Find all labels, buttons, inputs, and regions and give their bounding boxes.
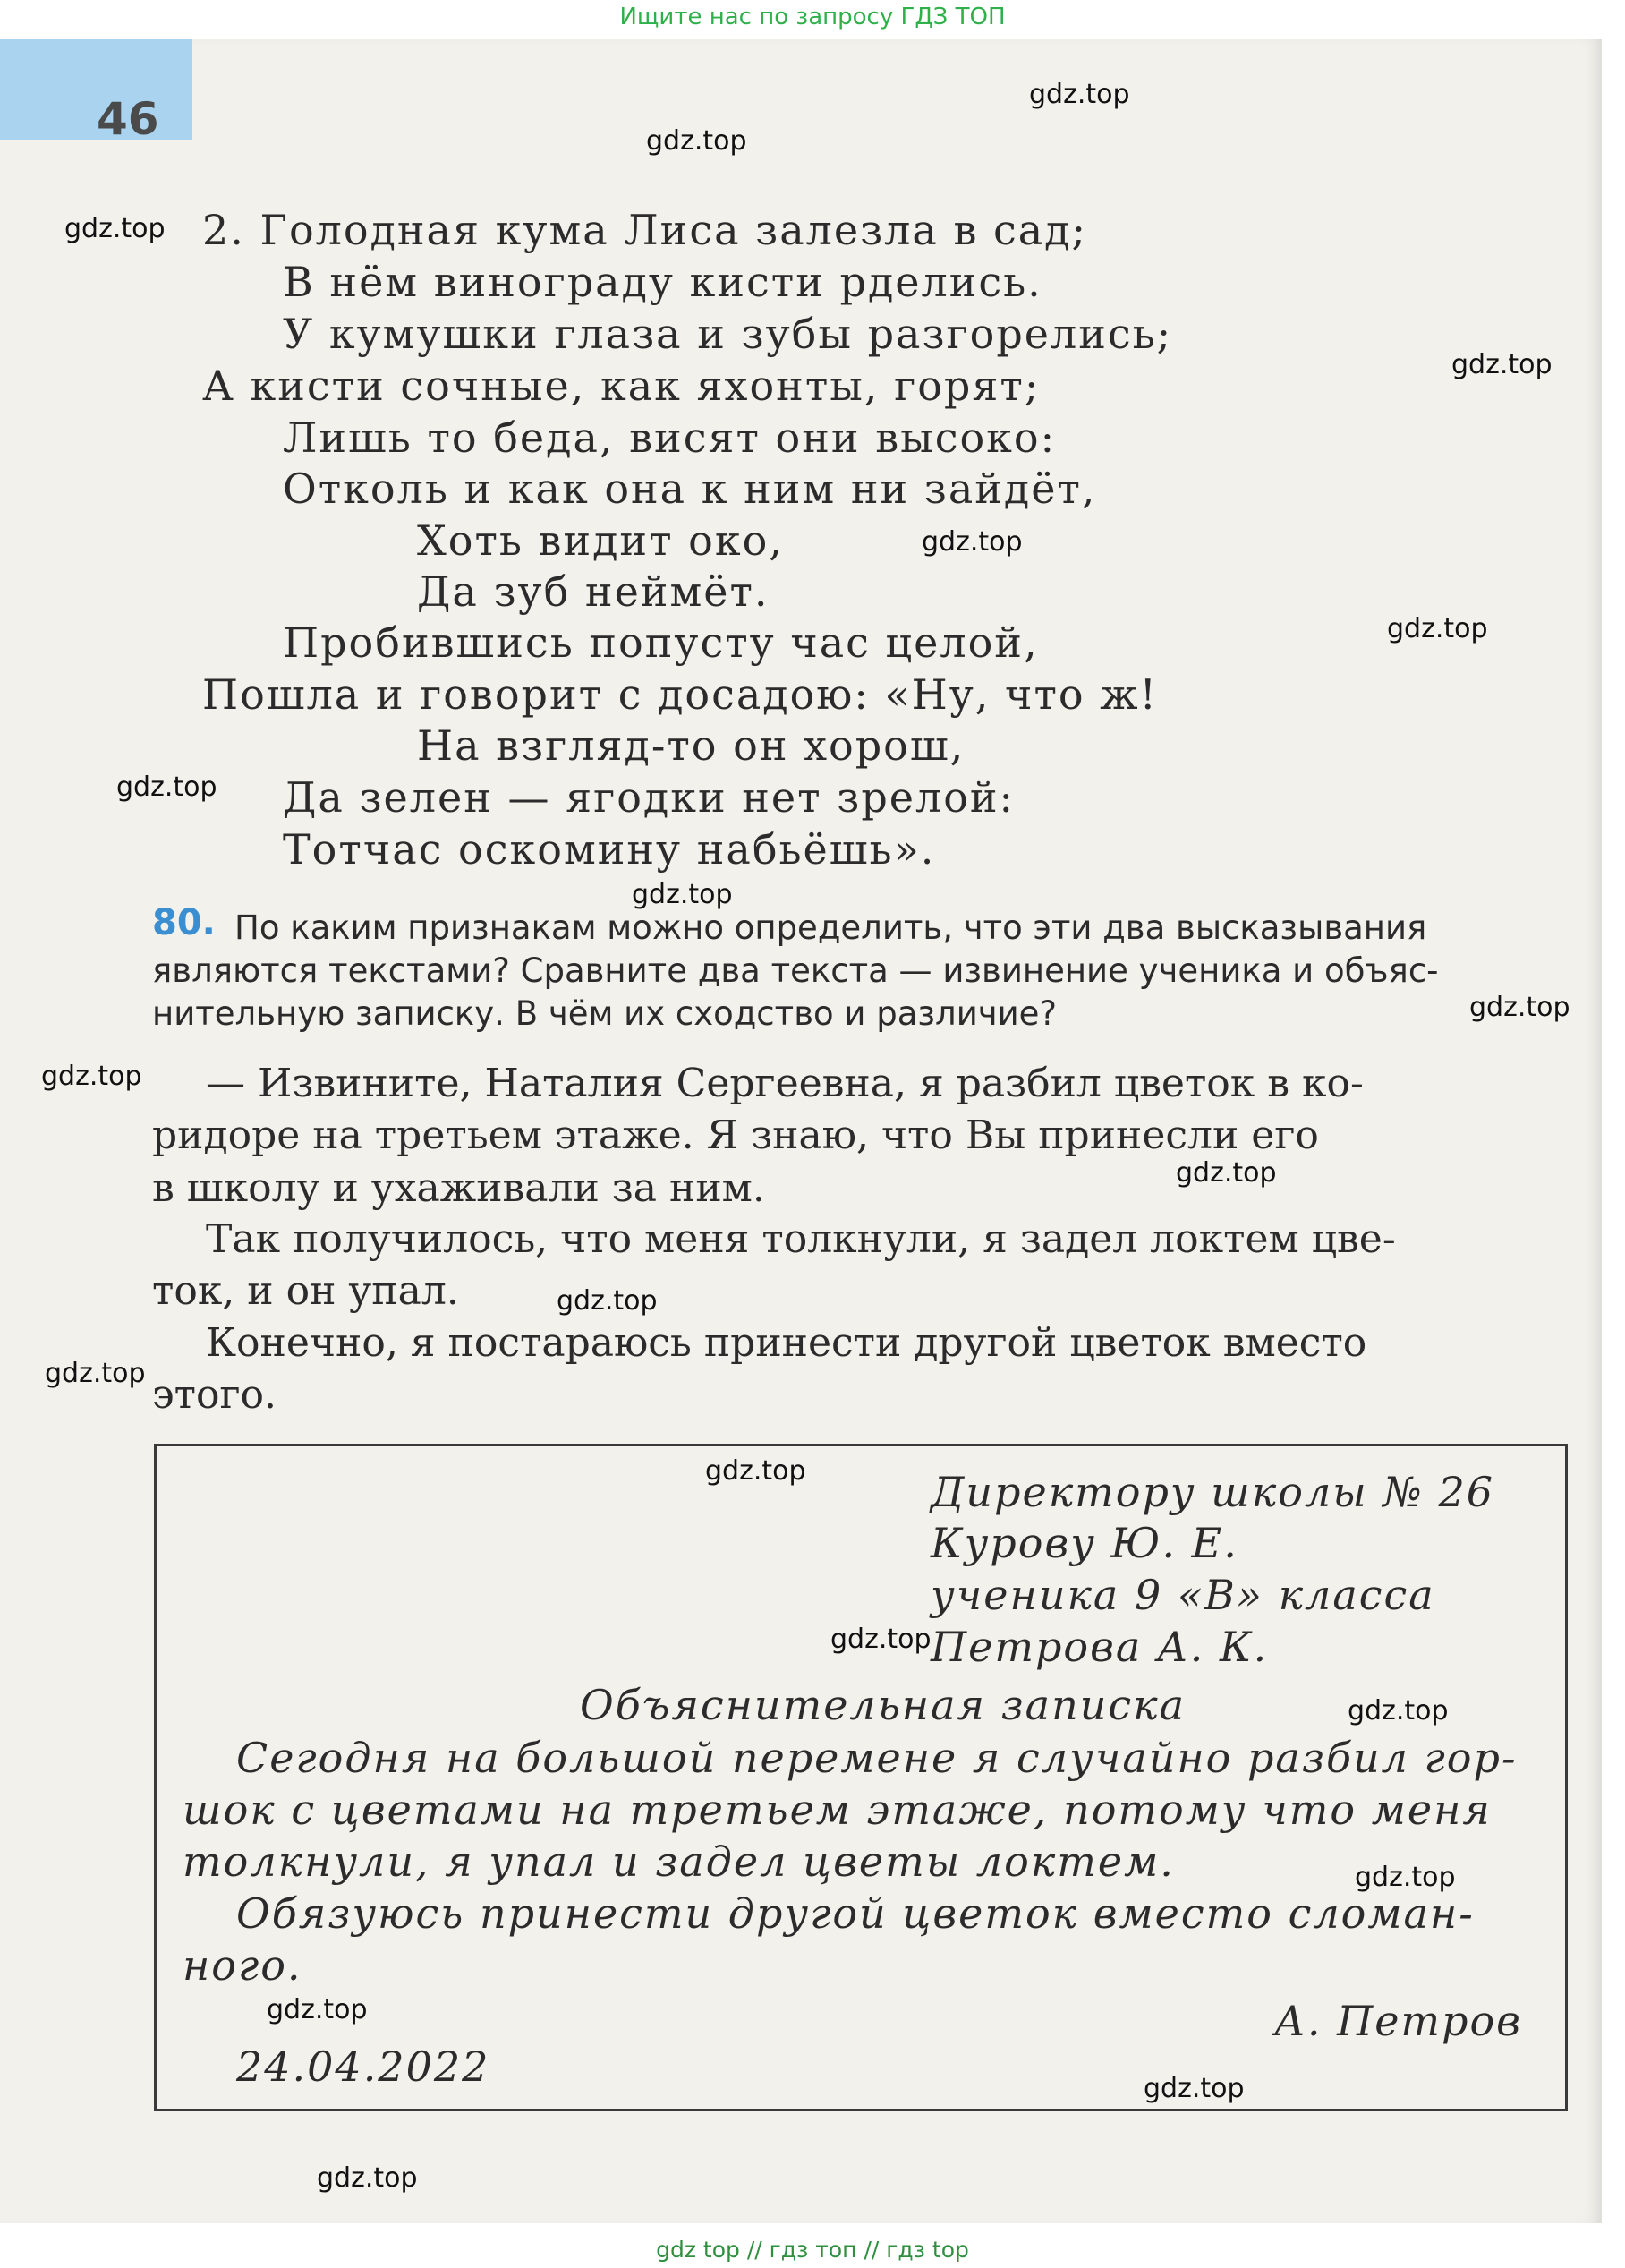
watermark: gdz.top bbox=[317, 2162, 418, 2194]
note-body-line: толкнули, я упал и задел цветы локтем. bbox=[183, 1837, 1175, 1886]
watermark: gdz.top bbox=[45, 1358, 146, 1389]
watermark: gdz.top bbox=[1029, 79, 1130, 110]
top-banner[interactable]: Ищите нас по запросу ГДЗ ТОП bbox=[619, 4, 1006, 30]
note-body-line: Обязуюсь принести другой цветок вместо сломан- bbox=[236, 1889, 1475, 1938]
note-addressee-line: ученика 9 «В» класса bbox=[931, 1571, 1435, 1619]
note-addressee-line: Директору школы № 26 bbox=[931, 1468, 1495, 1516]
watermark: gdz.top bbox=[1355, 1862, 1456, 1893]
poem-line: Хоть видит око, bbox=[417, 516, 784, 565]
watermark: gdz.top bbox=[267, 1994, 368, 2025]
watermark: gdz.top bbox=[1348, 1695, 1449, 1727]
apology-line: в школу и ухаживали за ним. bbox=[152, 1165, 765, 1211]
apology-line: этого. bbox=[152, 1372, 277, 1418]
task-number: 80. bbox=[152, 902, 216, 943]
poem-line: Пошла и говорит с досадою: «Ну, что ж! bbox=[202, 670, 1159, 719]
apology-line: Конечно, я постараюсь принести другой цветок вместо bbox=[206, 1320, 1367, 1366]
apology-line: Так получилось, что меня толкнули, я задел локтем цве- bbox=[206, 1216, 1396, 1262]
apology-line: — Извините, Наталия Сергеевна, я разбил цветок в ко- bbox=[206, 1061, 1364, 1106]
poem-line: Отколь и как она к ним ни зайдёт, bbox=[283, 465, 1097, 513]
watermark: gdz.top bbox=[64, 213, 166, 244]
task-line: являются текстами? Сравните два текста — извинение ученика и объяс- bbox=[152, 951, 1439, 990]
apology-line: ток, и он упал. bbox=[152, 1268, 459, 1314]
note-body-line: ного. bbox=[183, 1941, 302, 1990]
task-line: По каким признакам можно определить, что эти два высказывания bbox=[234, 908, 1427, 947]
note-addressee-line: Петрова А. К. bbox=[931, 1623, 1269, 1671]
watermark: gdz.top bbox=[116, 772, 217, 803]
watermark: gdz.top bbox=[705, 1455, 806, 1487]
watermark: gdz.top bbox=[830, 1624, 932, 1655]
watermark: gdz.top bbox=[1387, 613, 1488, 644]
note-signature: А. Петров bbox=[1274, 1997, 1522, 2045]
poem-line: Пробившись попусту час целой, bbox=[283, 618, 1039, 667]
watermark: gdz.top bbox=[1451, 349, 1553, 380]
note-date: 24.04.2022 bbox=[236, 2042, 490, 2091]
watermark: gdz.top bbox=[1144, 2073, 1245, 2104]
watermark: gdz.top bbox=[557, 1285, 658, 1317]
watermark: gdz.top bbox=[646, 125, 747, 157]
poem-line: У кумушки глаза и зубы разгорелись; bbox=[283, 310, 1173, 358]
watermark: gdz.top bbox=[1469, 992, 1570, 1023]
poem-line: Да зуб неймёт. bbox=[417, 567, 770, 616]
watermark: gdz.top bbox=[922, 526, 1023, 558]
poem-line: На взгляд-то он хорош, bbox=[417, 721, 966, 770]
note-title: Объяснительная записка bbox=[580, 1681, 1186, 1729]
watermark: gdz.top bbox=[1176, 1157, 1277, 1189]
poem-line: Тотчас оскомину набьёшь». bbox=[283, 825, 936, 874]
poem-line: А кисти сочные, как яхонты, горят; bbox=[202, 362, 1041, 410]
apology-line: ридоре на третьем этаже. Я знаю, что Вы принесли его bbox=[152, 1113, 1319, 1158]
poem-line: В нём винограду кисти рделись. bbox=[283, 258, 1042, 306]
poem-line: Да зелен — ягодки нет зрелой: bbox=[283, 773, 1016, 822]
page-number: 46 bbox=[97, 93, 159, 145]
bottom-banner[interactable]: gdz top // гдз топ // гдз top bbox=[656, 2237, 969, 2263]
watermark: gdz.top bbox=[632, 879, 733, 910]
poem-line: 2. Голодная кума Лиса залезла в сад; bbox=[202, 206, 1087, 254]
note-body-line: шок с цветами на третьем этаже, потому что меня bbox=[183, 1786, 1492, 1834]
task-line: нительную записку. В чём их сходство и различие? bbox=[152, 994, 1058, 1033]
watermark: gdz.top bbox=[41, 1061, 142, 1092]
poem-line: Лишь то беда, висят они высоко: bbox=[283, 414, 1057, 462]
note-addressee-line: Курову Ю. Е. bbox=[931, 1519, 1238, 1567]
note-body-line: Сегодня на большой перемене я случайно разбил гор- bbox=[236, 1734, 1518, 1782]
